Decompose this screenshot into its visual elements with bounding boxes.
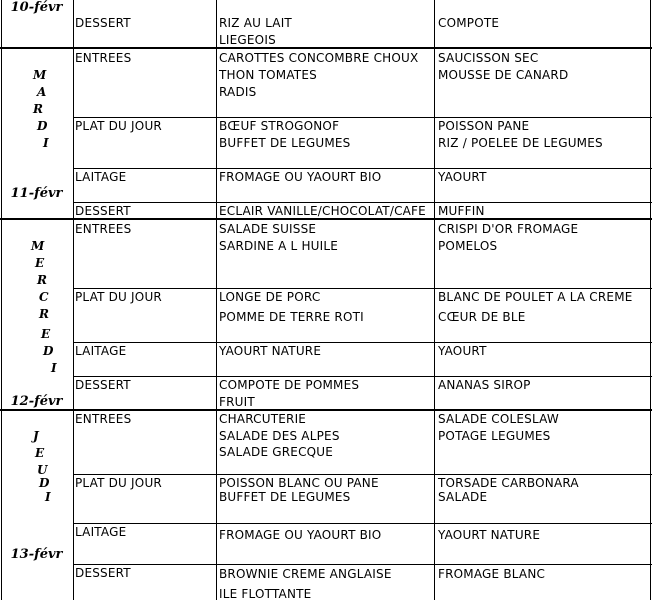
menu-item: COMPOTE: [438, 16, 500, 30]
day-letter: R: [33, 102, 43, 116]
menu-item: YAOURT NATURE: [438, 528, 541, 542]
menu-item: POMME DE TERRE ROTI: [219, 310, 364, 324]
menu-item: YAOURT: [438, 344, 487, 358]
column-divider: [216, 0, 217, 600]
row-separator: [73, 202, 652, 203]
day-letter: D: [43, 344, 54, 358]
menu-item: SALADE COLESLAW: [438, 412, 559, 426]
menu-item: ECLAIR VANILLE/CHOCOLAT/CAFE: [219, 204, 426, 218]
row-separator: [73, 168, 652, 169]
menu-item: YAOURT: [438, 170, 487, 184]
day-date: 11-févr: [10, 186, 63, 201]
row-separator: [73, 523, 652, 524]
menu-item: CAROTTES CONCOMBRE CHOUX: [219, 51, 419, 65]
menu-item: SALADE: [438, 490, 488, 504]
menu-item: LIEGEOIS: [219, 33, 276, 47]
menu-item: POTAGE LEGUMES: [438, 429, 551, 443]
category-label: DESSERT: [75, 16, 131, 30]
menu-item: BUFFET DE LEGUMES: [219, 136, 351, 150]
row-separator: [73, 117, 652, 118]
menu-item: BLANC DE POULET A LA CREME: [438, 290, 633, 304]
day-letter: R: [39, 307, 49, 321]
table-border-right: [650, 0, 651, 600]
menu-item: RADIS: [219, 85, 257, 99]
menu-item: COMPOTE DE POMMES: [219, 378, 360, 392]
menu-item: SALADE GRECQUE: [219, 445, 334, 459]
day-letter: R: [37, 273, 47, 287]
menu-item: LONGE DE PORC: [219, 290, 321, 304]
menu-item: POISSON BLANC OU PANE: [219, 476, 379, 490]
day-date: 13-févr: [10, 547, 63, 562]
category-label: ENTREES: [75, 51, 132, 65]
menu-item: POMELOS: [438, 239, 498, 253]
category-label: LAITAGE: [75, 170, 127, 184]
menu-item: TORSADE CARBONARA: [438, 476, 579, 490]
category-label: LAITAGE: [75, 344, 127, 358]
day-letter: E: [35, 256, 45, 270]
day-letter: M: [31, 239, 45, 253]
category-label: LAITAGE: [75, 525, 127, 539]
day-letter: C: [39, 290, 49, 304]
menu-item: FROMAGE OU YAOURT BIO: [219, 528, 382, 542]
menu-item: RIZ / POELEE DE LEGUMES: [438, 136, 603, 150]
category-label: ENTREES: [75, 222, 132, 236]
menu-item: CHARCUTERIE: [219, 412, 307, 426]
menu-item: CRISPI D'OR FROMAGE: [438, 222, 579, 236]
day-letter: E: [35, 446, 45, 460]
day-separator: [0, 218, 652, 220]
menu-item: SAUCISSON SEC: [438, 51, 539, 65]
menu-item: FRUIT: [219, 395, 255, 409]
day-letter: I: [45, 490, 51, 504]
category-label: PLAT DU JOUR: [75, 476, 162, 490]
row-separator: [73, 474, 652, 475]
day-letter: U: [37, 463, 48, 477]
menu-item: FROMAGE BLANC: [438, 567, 546, 581]
menu-item: MOUSSE DE CANARD: [438, 68, 569, 82]
menu-item: SARDINE A L HUILE: [219, 239, 339, 253]
day-letter: I: [43, 136, 49, 150]
menu-item: FROMAGE OU YAOURT BIO: [219, 170, 382, 184]
column-divider: [73, 0, 74, 600]
menu-item: ILE FLOTTANTE: [219, 587, 312, 601]
menu-item: THON TOMATES: [219, 68, 317, 82]
menu-item: YAOURT NATURE: [219, 344, 322, 358]
category-label: DESSERT: [75, 204, 131, 218]
menu-item: BROWNIE CREME ANGLAISE: [219, 567, 392, 581]
day-letter: D: [37, 119, 48, 133]
day-date: 12-févr: [10, 394, 63, 409]
menu-item: MUFFIN: [438, 204, 485, 218]
row-separator: [73, 288, 652, 289]
menu-item: SALADE DES ALPES: [219, 429, 340, 443]
menu-item: ANANAS SIROP: [438, 378, 531, 392]
category-label: DESSERT: [75, 566, 131, 580]
category-label: PLAT DU JOUR: [75, 290, 162, 304]
menu-item: CŒUR DE BLE: [438, 310, 526, 324]
day-letter: D: [39, 476, 50, 490]
category-label: ENTREES: [75, 412, 132, 426]
menu-item: SALADE SUISSE: [219, 222, 317, 236]
day-letter: M: [33, 68, 47, 82]
day-letter: E: [41, 327, 51, 341]
category-label: DESSERT: [75, 378, 131, 392]
day-separator: [0, 47, 652, 49]
row-separator: [73, 342, 652, 343]
menu-item: BUFFET DE LEGUMES: [219, 490, 351, 504]
category-label: PLAT DU JOUR: [75, 119, 162, 133]
row-separator: [73, 564, 652, 565]
day-date: 10-févr: [10, 0, 63, 15]
day-letter: A: [37, 85, 47, 99]
table-border-left: [1, 0, 2, 600]
row-separator: [73, 376, 652, 377]
menu-item: RIZ AU LAIT: [219, 16, 292, 30]
column-divider: [434, 0, 435, 600]
menu-item: BŒUF STROGONOF: [219, 119, 340, 133]
day-letter: J: [33, 429, 39, 443]
day-letter: I: [51, 361, 57, 375]
menu-item: POISSON PANE: [438, 119, 530, 133]
day-separator: [0, 409, 652, 411]
